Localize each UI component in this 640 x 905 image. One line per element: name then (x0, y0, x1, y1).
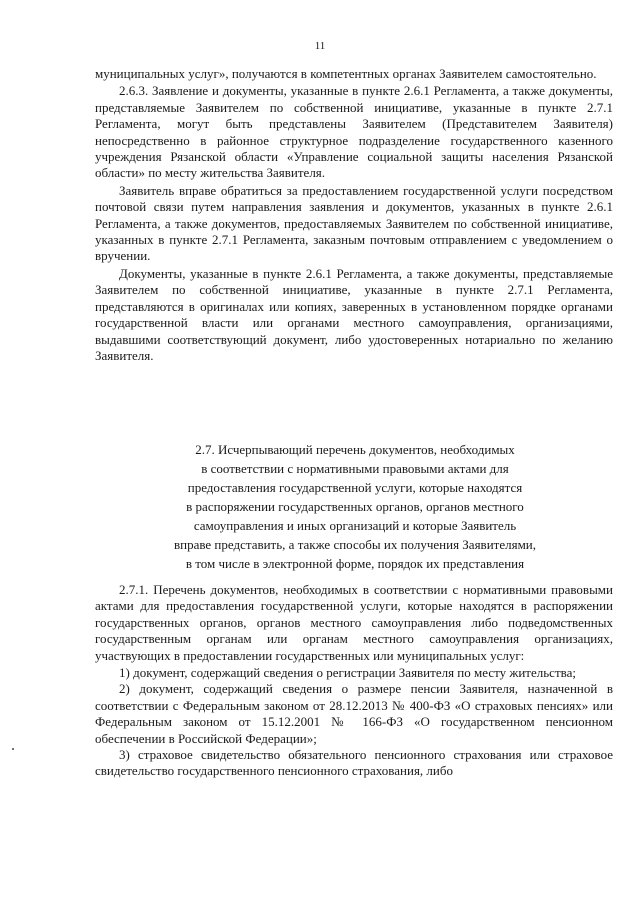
heading-line: в распоряжении государственных органов, органов местного (186, 499, 524, 514)
paragraph-postal-submission: Заявитель вправе обратиться за предоставлением государственной услуги посредством почтовой связи путем направления заявления и документов, указанных в пункте 2.6.1 Регламента, а также документов, предоставляемых Заявителем по собственной инициативе, указанных в пункте 2.7.1 Регламента, заказным почтовым отправлением с уведомлением о вручении. (95, 182, 613, 264)
page-number: 11 (314, 40, 326, 52)
paragraph-2-7-1: 2.7.1. Перечень документов, необходимых в соответствии с нормативными правовыми актами для предоставления государственной услуги, которые находятся в распоряжении государственных органов, органов местного самоуправления либо подведомственных государственным органам или органам местного самоуправления организациях, участвующих в предоставлении государственных или муниципальных услуг: (95, 582, 613, 663)
heading-line: самоуправления и иных организаций и которые Заявитель (193, 518, 517, 533)
heading-line: в соответствии с нормативными правовыми актами для (201, 461, 509, 476)
paragraph-documents-certification: Документы, указанные в пункте 2.6.1 Регламента, а также документы, представляемые Заявителем по собственной инициативе, указанные в пункте 2.7.1 Регламента, представляются в оригиналах или копиях, заверенных в установленном порядке органами государственной власти или органами местного самоуправления, организациями, выдавшими соответствующий документ, либо удостоверенных нотариально по желанию Заявителя. (95, 265, 613, 363)
list-item-3: 3) страховое свидетельство обязательного пенсионного страхования или страховое свидетельство государственного пенсионного страхования, либо (95, 747, 613, 779)
heading-line: 2.7. Исчерпывающий перечень документов, необходимых (195, 442, 515, 457)
heading-line: предоставления государственной услуги, которые находятся (187, 480, 523, 495)
heading-line: в том числе в электронной форме, порядок их представления (185, 556, 525, 571)
list-item-1: 1) документ, содержащий сведения о регистрации Заявителя по месту жительства; (119, 665, 576, 681)
top-text-block (95, 66, 613, 365)
paragraph-continuation: муниципальных услуг», получаются в компетентных органах Заявителем самостоятельно. (95, 66, 597, 81)
paragraph-2-6-3: 2.6.3. Заявление и документы, указанные в пункте 2.6.1 Регламента, а также документы, представляемые Заявителем по собственной инициативе, указанные в пункте 2.7.1 Регламента, могут быть представлены Заявителем (Представителем Заявителя) непосредственно в районное структурное подразделение государственного казенного учреждения Рязанской области «Управление социальной защиты населения Рязанской области» по месту жительства Заявителя. (95, 83, 613, 181)
bottom-text-block (95, 582, 613, 780)
margin-dot-mark (12, 748, 14, 750)
section-heading-2-7 (125, 440, 585, 573)
heading-line: вправе представить, а также способы их получения Заявителями, (173, 537, 537, 552)
list-item-2: 2) документ, содержащий сведения о размере пенсии Заявителя, назначенной в соответствии с Федеральным законом от 28.12.2013 № 400-ФЗ «О страховых пенсиях» или Федеральным законом от 15.12.2001 № 166-ФЗ «О государственном пенсионном обеспечении в Российской Федерации»; (95, 681, 613, 746)
